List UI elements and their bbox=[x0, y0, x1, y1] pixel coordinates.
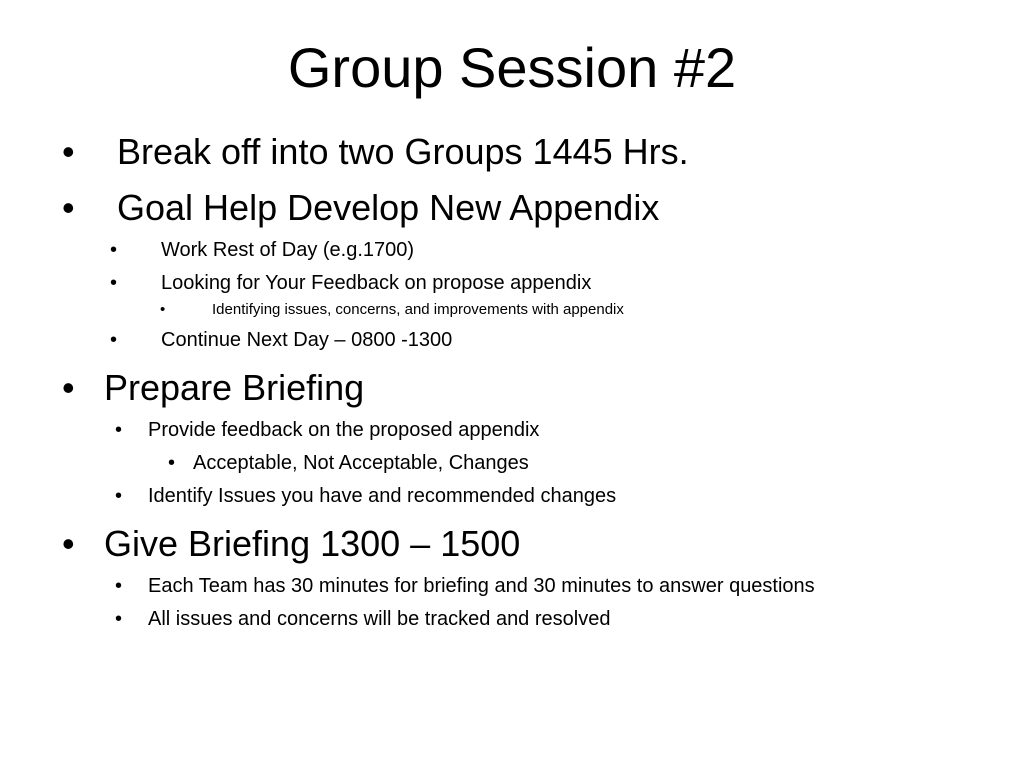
bullet-icon: • bbox=[110, 272, 118, 294]
bullet-icon: • bbox=[115, 419, 123, 441]
bullet-text-level2: Work Rest of Day (e.g.1700) bbox=[161, 239, 415, 261]
bullet-text-level2: Looking for Your Feedback on propose appendix bbox=[161, 272, 592, 294]
bullet-icon: • bbox=[160, 301, 166, 318]
bullet-text-level1: Break off into two Groups 1445 Hrs. bbox=[117, 131, 689, 172]
bullet-text-level2: All issues and concerns will be tracked and resolved bbox=[148, 608, 611, 630]
bullet-icon: • bbox=[62, 131, 75, 172]
bullet-text-level1: Prepare Briefing bbox=[104, 367, 365, 408]
bullet-text-level2: Each Team has 30 minutes for briefing and 30 minutes to answer questions bbox=[148, 575, 815, 597]
bullet-icon: • bbox=[110, 329, 118, 351]
bullet-text-level3: Identifying issues, concerns, and improvements with appendix bbox=[212, 301, 624, 318]
bullet-icon: • bbox=[62, 367, 75, 408]
bullet-icon: • bbox=[115, 608, 123, 630]
bullet-icon: • bbox=[110, 239, 118, 261]
bullet-icon: • bbox=[168, 452, 176, 474]
bullet-text-level2: Continue Next Day – 0800 -1300 bbox=[161, 329, 453, 351]
bullet-icon: • bbox=[115, 575, 123, 597]
bullet-text-level1: Goal Help Develop New Appendix bbox=[117, 187, 660, 228]
bullet-icon: • bbox=[62, 523, 75, 564]
bullet-icon: • bbox=[62, 187, 75, 228]
bullet-text-level2: Provide feedback on the proposed appendix bbox=[148, 419, 540, 441]
bullet-text-level3: Acceptable, Not Acceptable, Changes bbox=[193, 452, 529, 474]
slide-title: Group Session #2 bbox=[287, 36, 737, 99]
bullet-text-level1: Give Briefing 1300 – 1500 bbox=[104, 523, 521, 564]
bullet-text-level2: Identify Issues you have and recommended changes bbox=[148, 485, 617, 507]
bullet-icon: • bbox=[115, 485, 123, 507]
